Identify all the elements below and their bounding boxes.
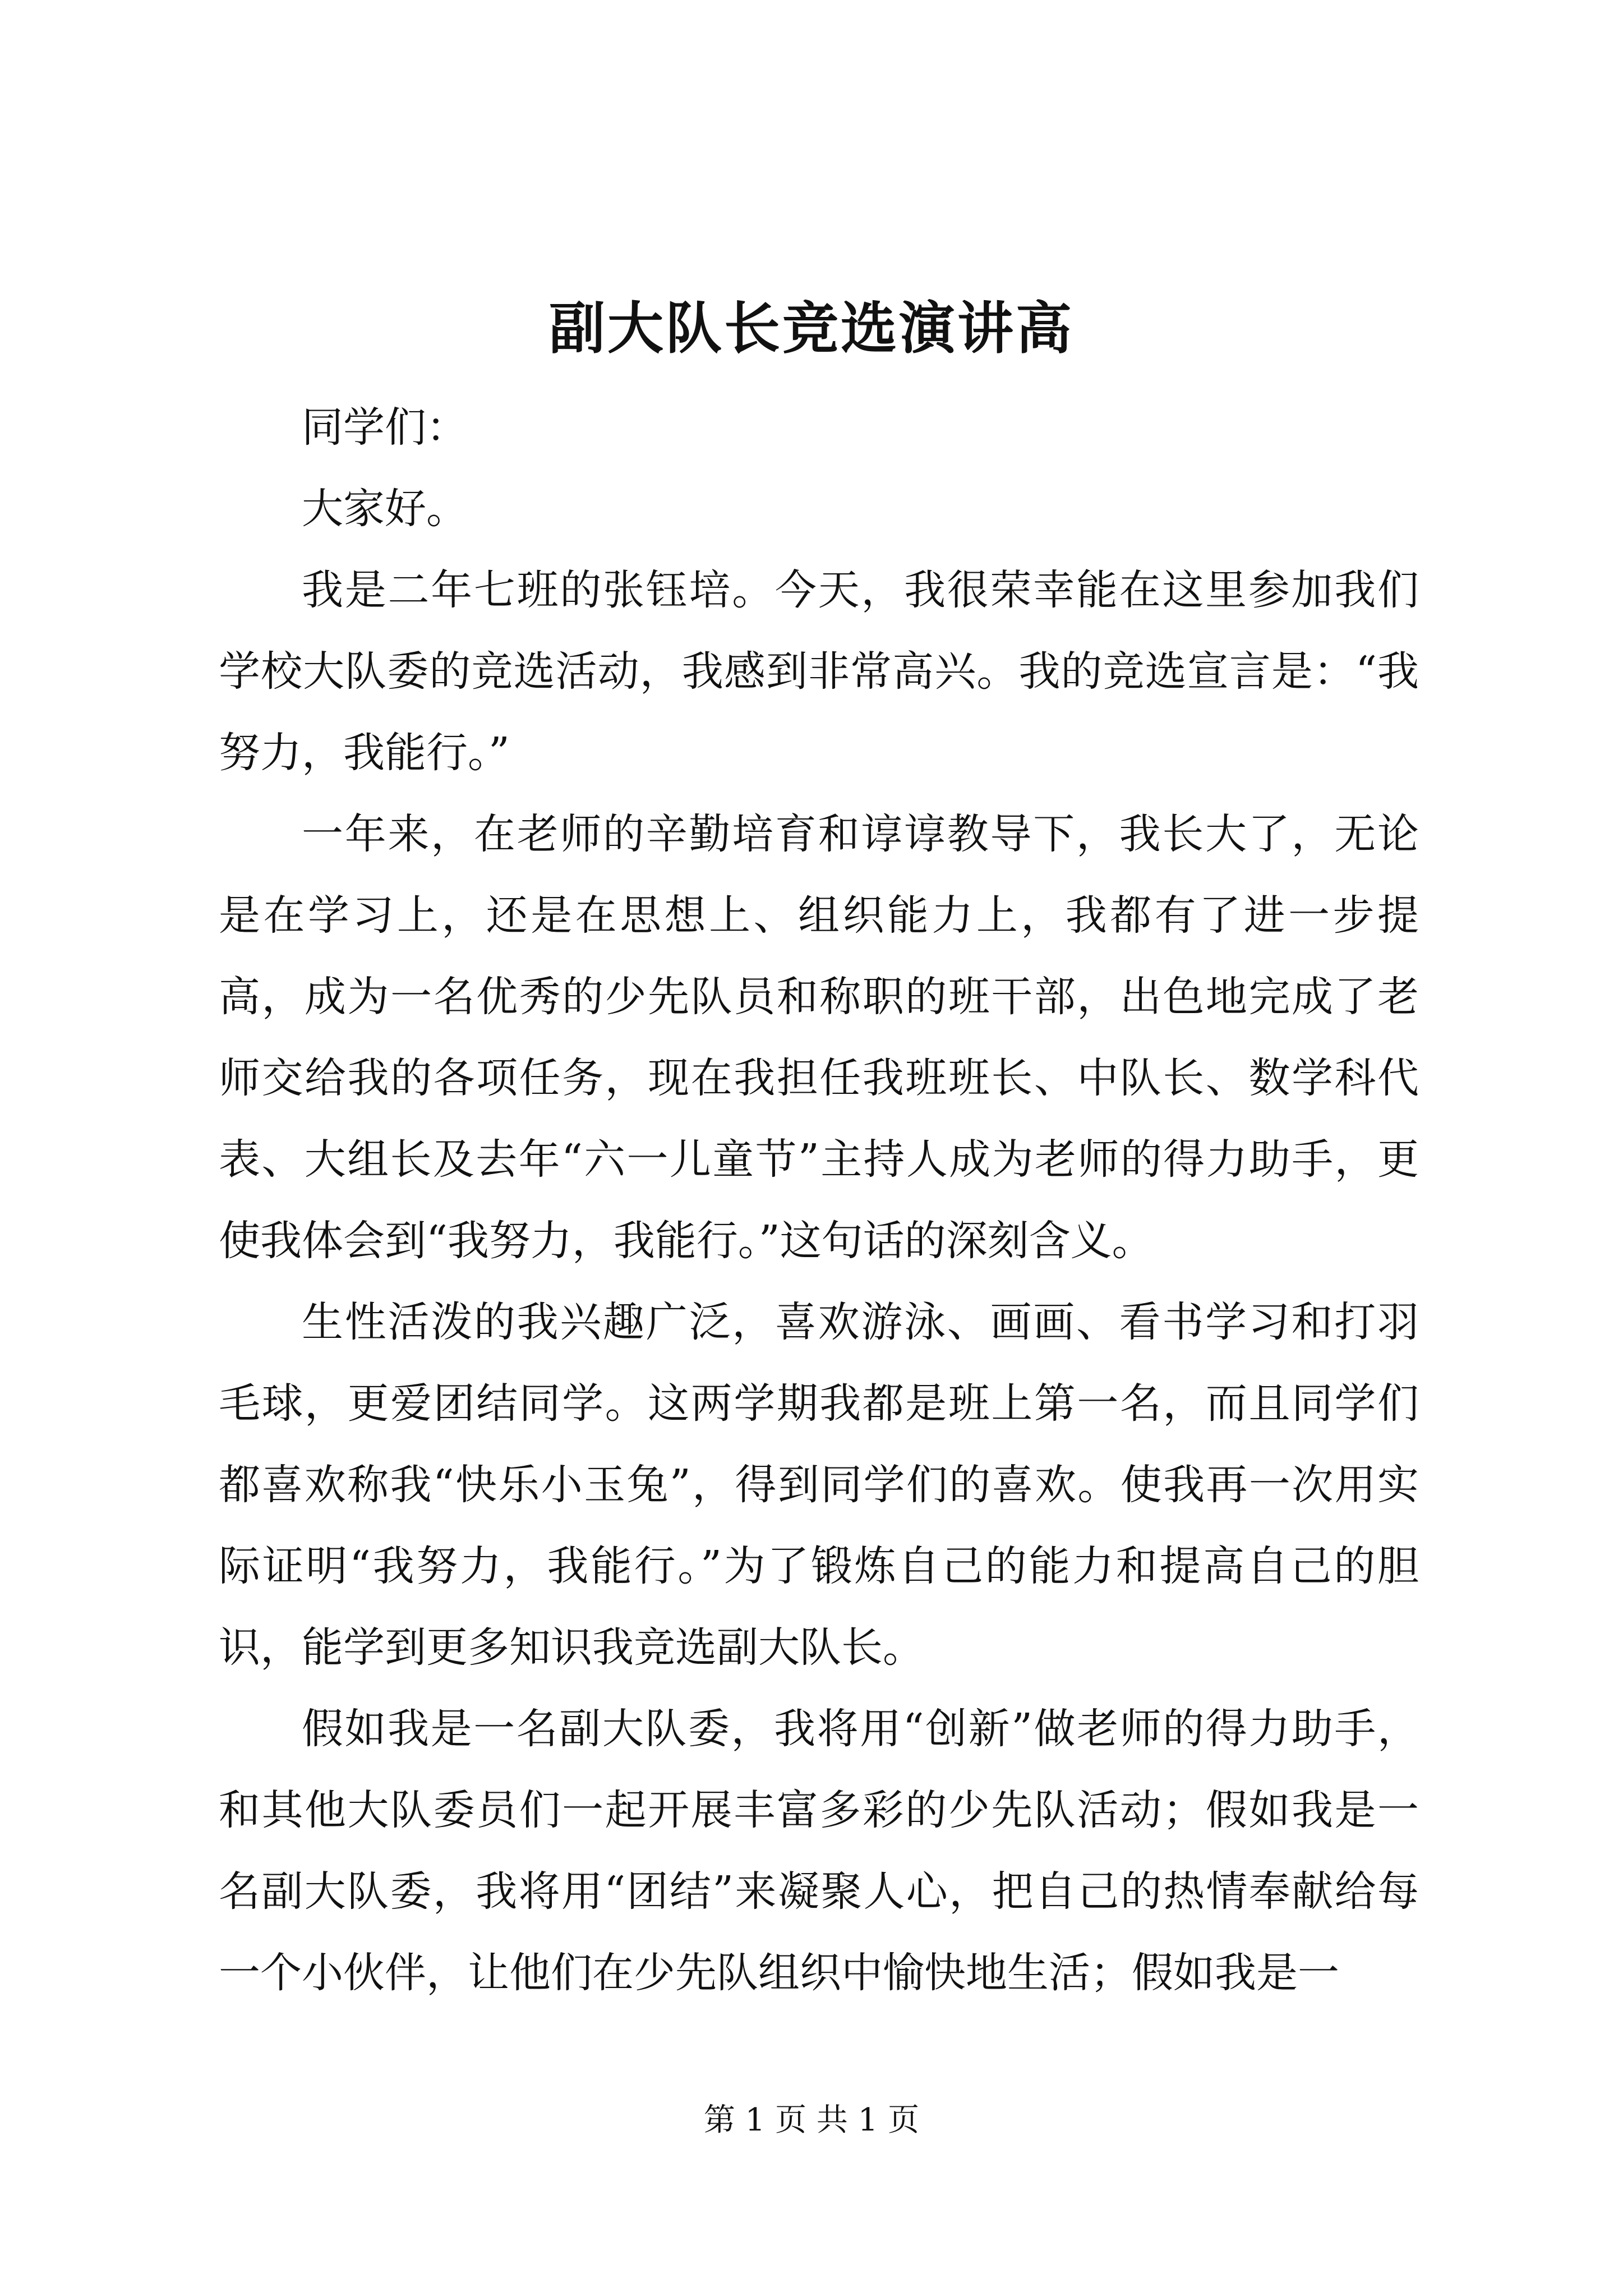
- paragraph-introduction: 我是二年七班的张钰培。今天，我很荣幸能在这里参加我们学校大队委的竞选活动，我感到非常高兴。我的竞选宣言是：“我努力，我能行。”: [219, 566, 1419, 777]
- paragraph-pledge: 假如我是一名副大队委，我将用“创新”做老师的得力助手，和其他大队委员们一起开展丰富多彩的少先队活动；假如我是一名副大队委，我将用“团结”来凝聚人心，把自己的热情奉献给每一个小伙伴，让他们在少先队组织中愉快地生活；假如我是一: [219, 1705, 1419, 1997]
- paragraph-growth: 一年来，在老师的辛勤培育和谆谆教导下，我长大了，无论是在学习上，还是在思想上、组织能力上，我都有了进一步提高，成为一名优秀的少先队员和称职的班干部，出色地完成了老师交给我的各项任务，现在我担任我班班长、中队长、数学科代表、大组长及去年“六一儿童节”主持人成为老师的得力助手，更使我体会到“我努力，我能行。”这句话的深刻含义。: [219, 810, 1419, 1265]
- paragraph-hello: 大家好。: [302, 485, 468, 533]
- paragraph-greeting: 同学们：: [302, 403, 468, 452]
- page-footer: 第 1 页 共 1 页: [703, 2102, 920, 2138]
- document-body: [219, 387, 1419, 2014]
- document-title: 副大队长竞选演讲高: [549, 295, 1074, 361]
- paragraph-interests: 生性活泼的我兴趣广泛，喜欢游泳、画画、看书学习和打羽毛球，更爱团结同学。这两学期我都是班上第一名，而且同学们都喜欢称我“快乐小玉兔”，得到同学们的喜欢。使我再一次用实际证明“我努力，我能行。”为了锻炼自己的能力和提高自己的胆识，能学到更多知识我竞选副大队长。: [219, 1298, 1419, 1672]
